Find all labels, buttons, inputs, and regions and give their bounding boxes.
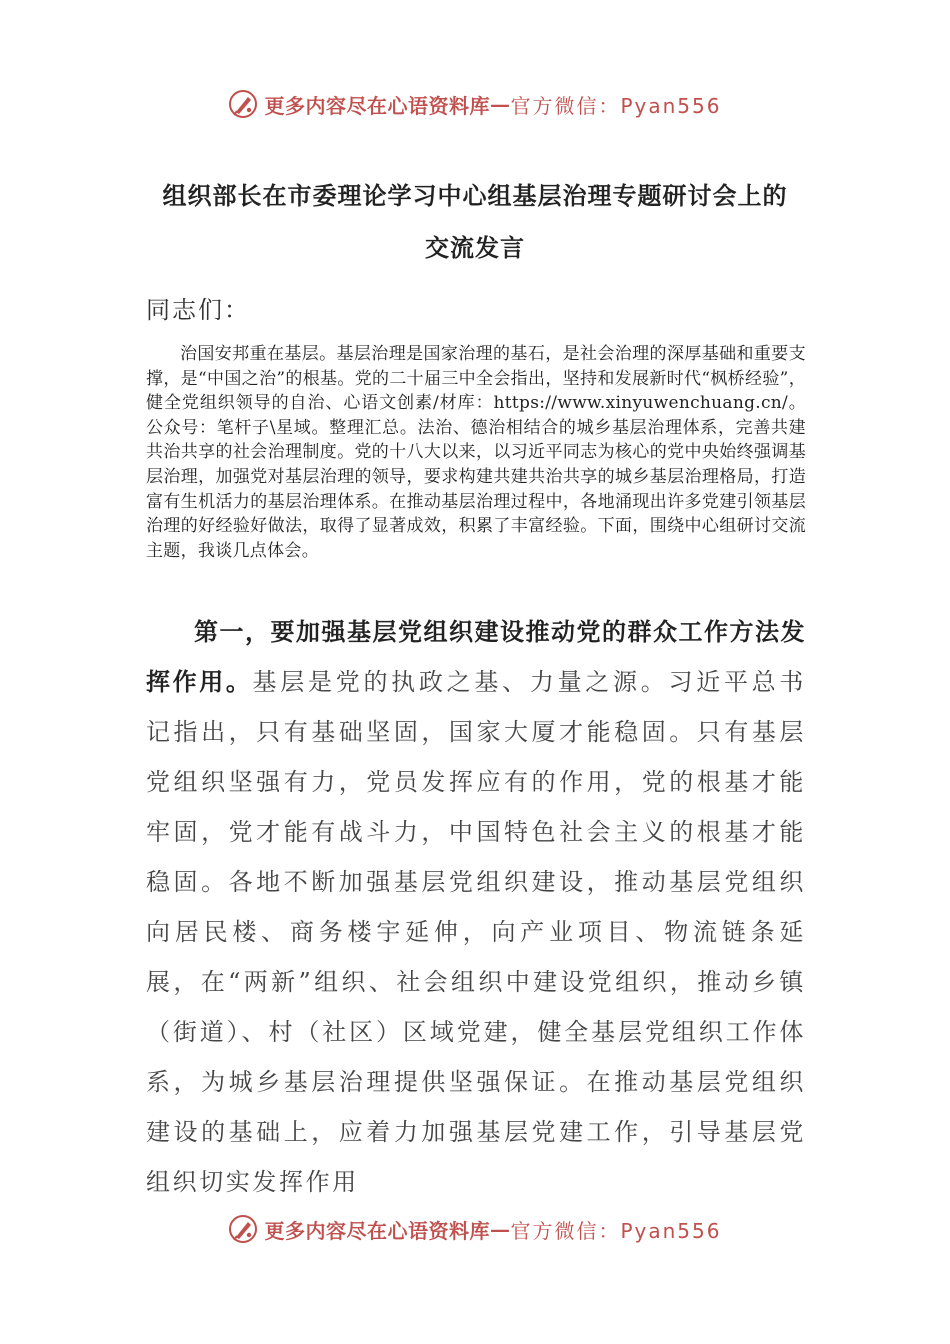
promo-wechat: 官方微信：Pyan556 bbox=[510, 93, 722, 118]
promo-text: 更多内容尽在心语资料库 bbox=[264, 93, 490, 118]
promo-text: 更多内容尽在心语资料库 bbox=[264, 1218, 490, 1243]
promo-dash: — bbox=[489, 1217, 511, 1241]
promo-dash: — bbox=[489, 92, 511, 116]
salutation: 同志们： bbox=[146, 296, 250, 324]
section-1-body: 基层是党的执政之基、力量之源。习近平总书记指出，只有基础坚固，国家大厦才能稳固。只有基层党组织坚强有力，党员发挥应有的作用，党的根基才能牢固，党才能有战斗力，中国特色社会主义的根基才能稳固。各地不断加强基层党组织建设，推动基层党组织向居民楼、商务楼宇延伸，向产业项目、物流链条延展，在“两新”组织、社会组织中建设党组织，推动乡镇（街道）、村（社区）区域党建，健全基层党组织工作体系，为城乡基层治理提供坚强保证。在推动基层党组织建设的基础上，应着力加强基层党建工作，引导基层党组织切实发挥作用 bbox=[146, 668, 807, 1196]
section-1-paragraph bbox=[146, 607, 806, 1207]
quill-pen-logo-icon bbox=[228, 89, 258, 119]
header-promo-banner bbox=[0, 84, 950, 124]
document-title-line-1: 组织部长在市委理论学习中心组基层治理专题研讨会上的 bbox=[162, 181, 788, 210]
intro-paragraph: 治国安邦重在基层。基层治理是国家治理的基石，是社会治理的深厚基础和重要支撑，是“中国之治”的根基。党的二十届三中全会指出，坚持和发展新时代“枫桥经验”，健全党组织领导的自治、心语文创素/材库：https://www.xinyuwenchuang.cn/。公众号：笔杆子\星域。整理汇总。法治、德治相结合的城乡基层治理体系，完善共建共治共享的社会治理制度。党的十八大以来，以习近平同志为核心的党中央始终强调基层治理，加强党对基层治理的领导，要求构建共建共治共享的城乡基层治理格局，打造富有生机活力的基层治理体系。在推动基层治理过程中，各地涌现出许多党建引领基层治理的好经验好做法，取得了显著成效，积累了丰富经验。下面，围绕中心组研讨交流主题，我谈几点体会。 bbox=[146, 344, 806, 561]
section-1-heading: 第一，要加强基层党组织建设推动党的群众工作方法发挥作用。 bbox=[146, 617, 806, 696]
footer-promo-banner bbox=[0, 1209, 950, 1249]
quill-pen-logo-icon bbox=[228, 1214, 258, 1244]
document-title-line-2: 交流发言 bbox=[425, 233, 525, 262]
promo-wechat: 官方微信：Pyan556 bbox=[510, 1218, 722, 1243]
